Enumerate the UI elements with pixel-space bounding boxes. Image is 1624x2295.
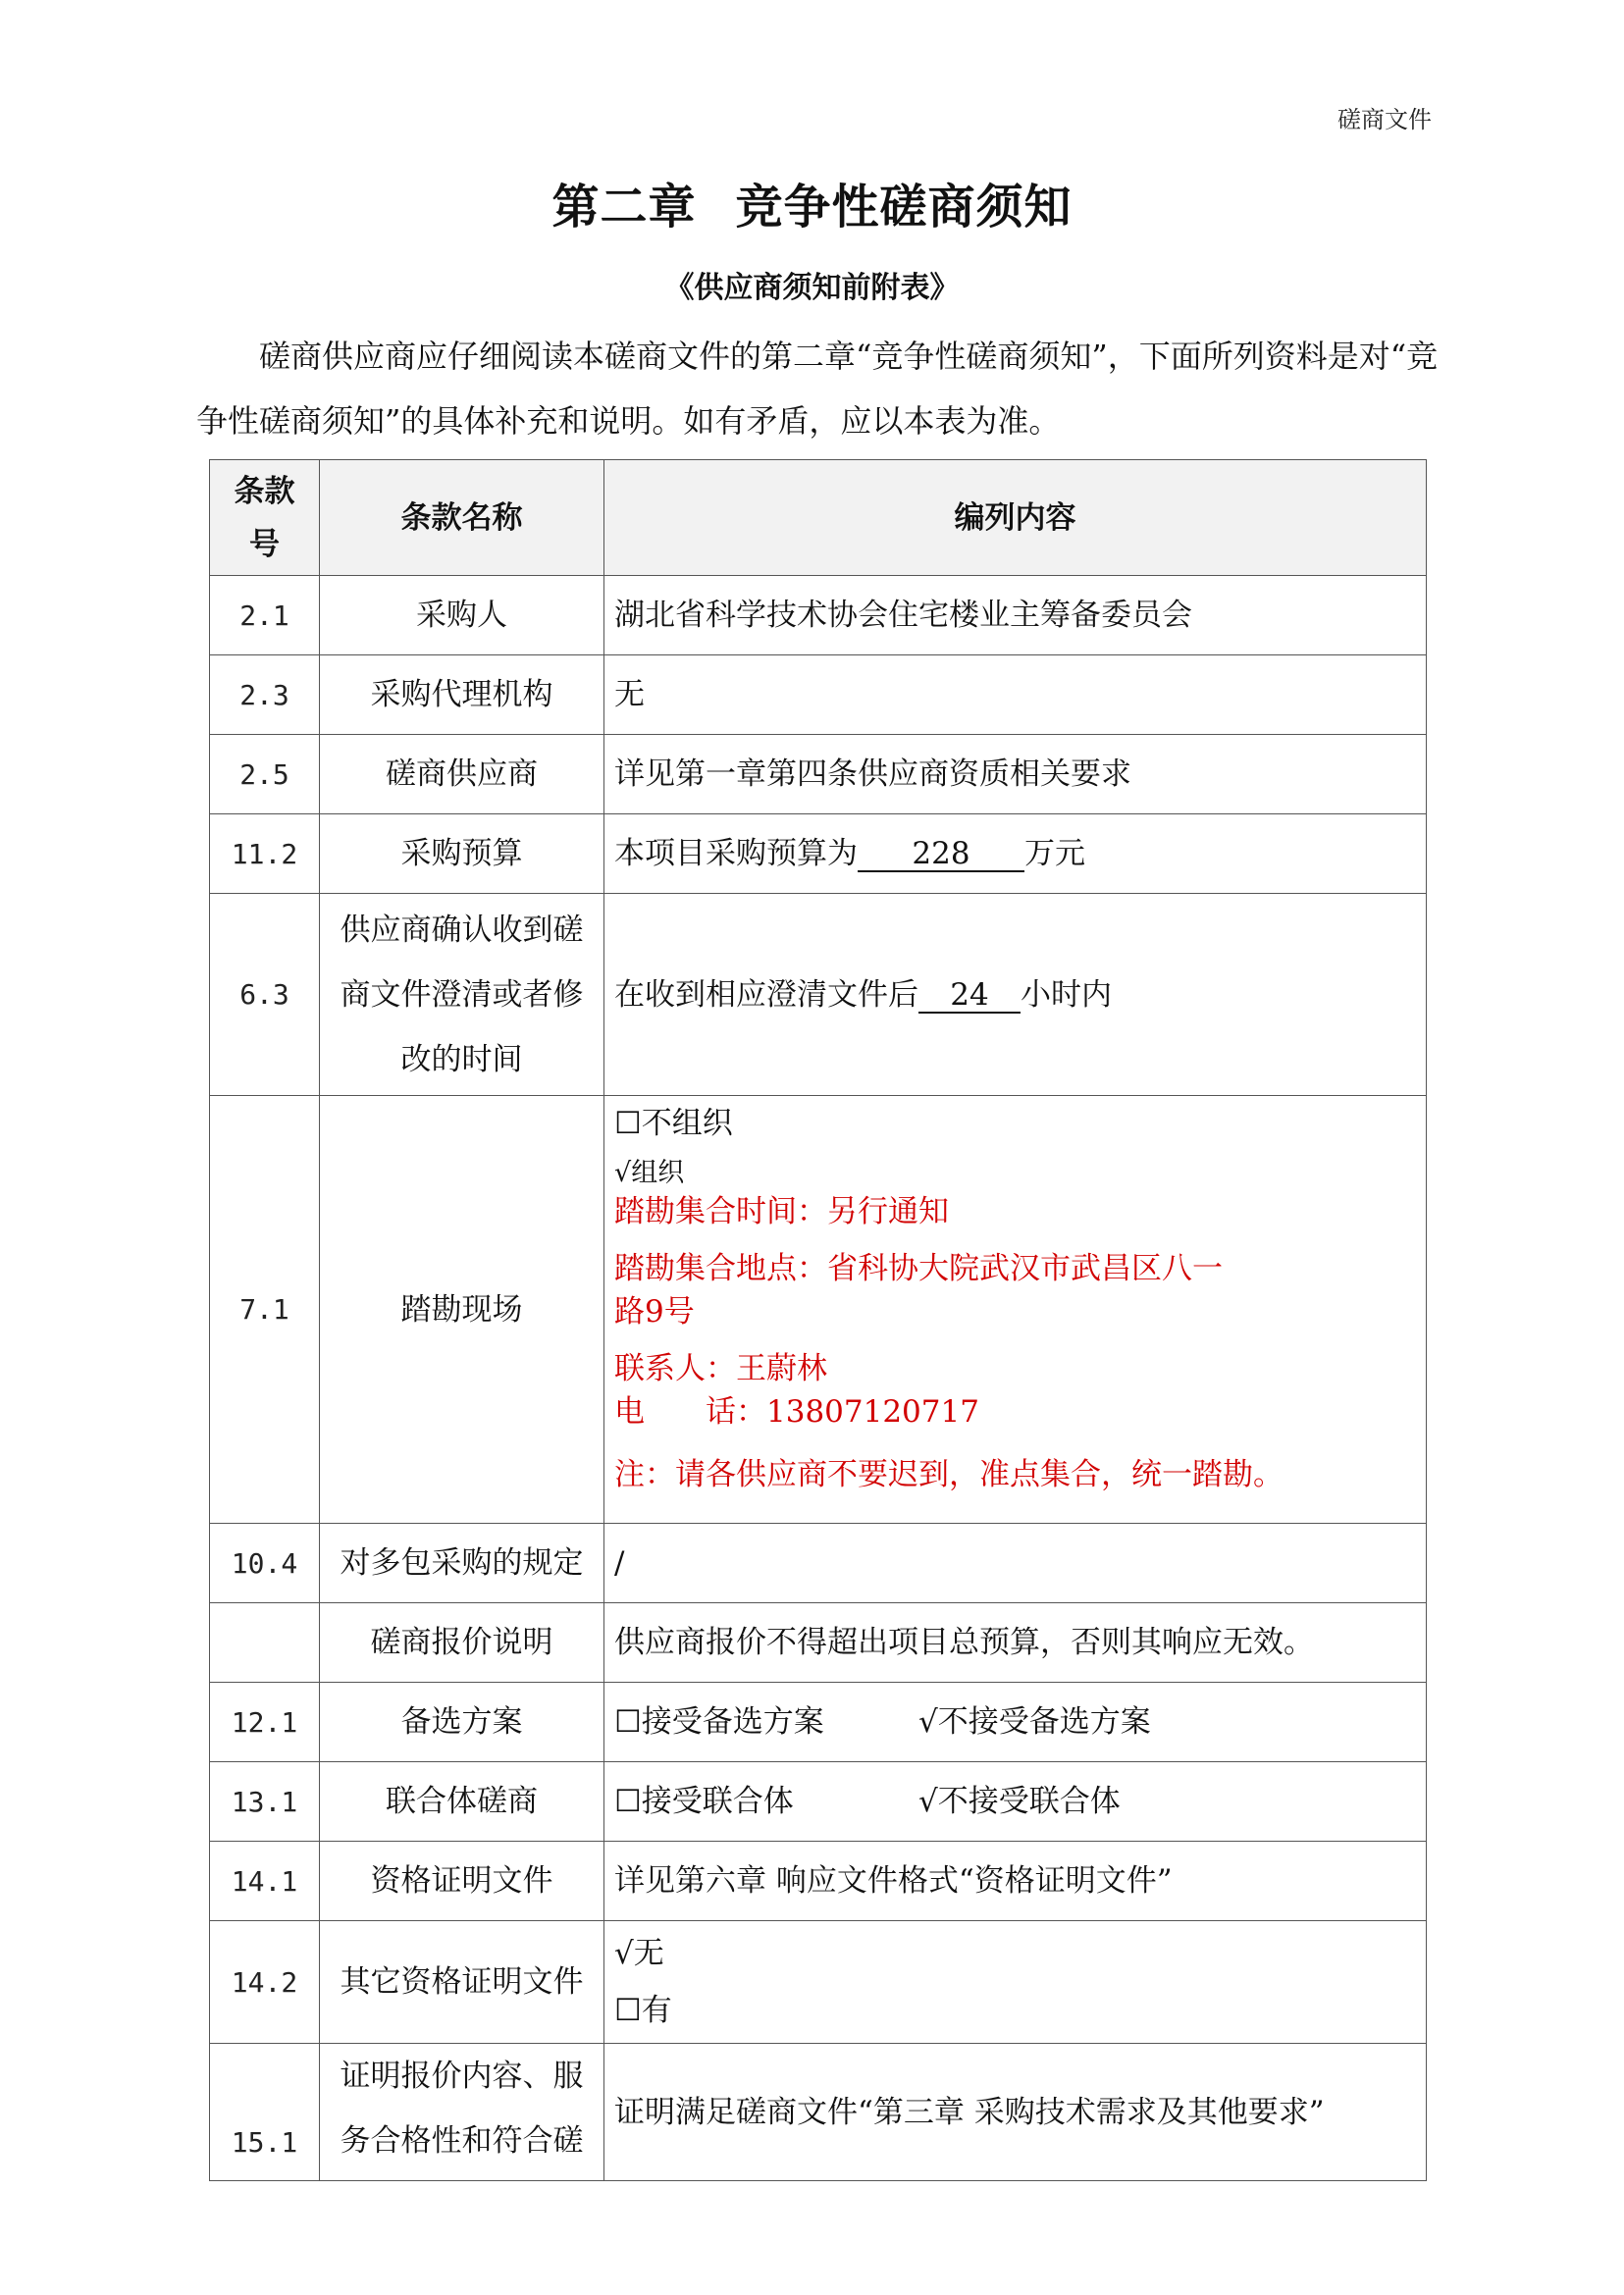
- clarify-hours: 24: [918, 978, 1021, 1014]
- option-yes: ☐有: [614, 1993, 672, 2028]
- row-num: 2.3: [210, 655, 320, 735]
- chapter-title: [0, 169, 1624, 236]
- site-visit-contact: 联系人：王蔚林: [614, 1351, 827, 1386]
- row-name: 备选方案: [320, 1683, 604, 1762]
- row-name: 其它资格证明文件: [320, 1921, 604, 2044]
- row-name: 采购人: [320, 576, 604, 655]
- budget-prefix: 本项目采购预算为: [614, 836, 858, 871]
- chapter-name: 竞争性磋商须知: [735, 180, 1073, 235]
- option-reject-alternative: √不接受备选方案: [918, 1704, 1151, 1740]
- site-visit-place: 踏勘集合地点：省科协大院武汉市武昌区八一路9号: [614, 1251, 1223, 1330]
- site-visit-time: 踏勘集合时间：另行通知: [614, 1194, 949, 1229]
- row-content: 详见第六章 响应文件格式“资格证明文件”: [604, 1842, 1427, 1921]
- row-content: 证明满足磋商文件“第三章 采购技术需求及其他要求”: [604, 2044, 1427, 2181]
- row-name: 踏勘现场: [320, 1096, 604, 1524]
- notice-table: [209, 459, 1427, 2181]
- row-name: 磋商报价说明: [320, 1603, 604, 1683]
- table-subtitle: 《供应商须知前附表》: [664, 271, 960, 305]
- row-content: /: [604, 1524, 1427, 1603]
- table-row: [210, 1921, 1427, 2044]
- table-row: [210, 1762, 1427, 1842]
- row-name: 证明报价内容、服务合格性和符合磋: [320, 2044, 604, 2181]
- row-num: [210, 1603, 320, 1683]
- chapter-number: 第二章: [551, 180, 697, 235]
- row-num: 12.1: [210, 1683, 320, 1762]
- intro-paragraph: [196, 324, 1442, 453]
- table-row: [210, 2044, 1427, 2181]
- row-num: 2.5: [210, 735, 320, 814]
- row-num: 2.1: [210, 576, 320, 655]
- row-content: [604, 894, 1427, 1096]
- clarify-prefix: 在收到相应澄清文件后: [614, 976, 918, 1013]
- row-num: 15.1: [210, 2044, 320, 2181]
- row-num: 6.3: [210, 894, 320, 1096]
- phone-number: 13807120717: [766, 1394, 979, 1430]
- table-row: [210, 1842, 1427, 1921]
- row-num: 11.2: [210, 814, 320, 894]
- table-header-row: [210, 460, 1427, 576]
- row-content: [604, 1921, 1427, 2044]
- table-row: [210, 735, 1427, 814]
- option-accept-alternative: ☐接受备选方案: [614, 1704, 824, 1740]
- option-reject-consortium: √不接受联合体: [918, 1784, 1121, 1819]
- row-content: 详见第一章第四条供应商资质相关要求: [604, 735, 1427, 814]
- phone-label: 电 话：: [614, 1394, 766, 1430]
- row-name: 供应商确认收到磋商文件澄清或者修改的时间: [320, 894, 604, 1096]
- row-num: 13.1: [210, 1762, 320, 1842]
- option-none: √无: [614, 1936, 664, 1971]
- intro-text: 磋商供应商应仔细阅读本磋商文件的第二章“竞争性磋商须知”，下面所列资料是对“竞争性磋商须知”的具体补充和说明。如有矛盾，应以本表为准。: [196, 338, 1439, 440]
- row-content: 无: [604, 655, 1427, 735]
- row-name: 资格证明文件: [320, 1842, 604, 1921]
- table-row: [210, 894, 1427, 1096]
- row-content: [604, 1096, 1427, 1524]
- row-name: 联合体磋商: [320, 1762, 604, 1842]
- table-row: [210, 1524, 1427, 1603]
- row-num: 14.1: [210, 1842, 320, 1921]
- col-header-num: 条款号: [210, 460, 320, 576]
- site-visit-note: 注：请各供应商不要迟到，准点集合，统一踏勘。: [614, 1457, 1283, 1492]
- row-content: [604, 1683, 1427, 1762]
- option-not-organize: ☐不组织: [614, 1106, 733, 1141]
- col-header-name: 条款名称: [320, 460, 604, 576]
- table-row: [210, 655, 1427, 735]
- site-visit-phone-line: [614, 1390, 1416, 1434]
- table-row: [210, 814, 1427, 894]
- row-name: 采购预算: [320, 814, 604, 894]
- clarify-suffix: 小时内: [1021, 976, 1112, 1013]
- budget-value: 228: [858, 837, 1024, 872]
- row-name: 磋商供应商: [320, 735, 604, 814]
- row-name: 对多包采购的规定: [320, 1524, 604, 1603]
- table-row: [210, 1603, 1427, 1683]
- col-header-content: 编列内容: [604, 460, 1427, 576]
- table-row: [210, 1683, 1427, 1762]
- row-num: 7.1: [210, 1096, 320, 1524]
- option-accept-consortium: ☐接受联合体: [614, 1784, 794, 1819]
- row-content: 供应商报价不得超出项目总预算，否则其响应无效。: [604, 1603, 1427, 1683]
- row-content: [604, 814, 1427, 894]
- option-organize: √组织: [614, 1158, 685, 1188]
- budget-unit: 万元: [1024, 836, 1085, 871]
- table-row: [210, 1096, 1427, 1524]
- row-content: [604, 1762, 1427, 1842]
- table-row: [210, 576, 1427, 655]
- header-doc-label: 磋商文件: [1337, 106, 1432, 133]
- row-content: 湖北省科学技术协会住宅楼业主筹备委员会: [604, 576, 1427, 655]
- row-name: 采购代理机构: [320, 655, 604, 735]
- row-num: 10.4: [210, 1524, 320, 1603]
- row-num: 14.2: [210, 1921, 320, 2044]
